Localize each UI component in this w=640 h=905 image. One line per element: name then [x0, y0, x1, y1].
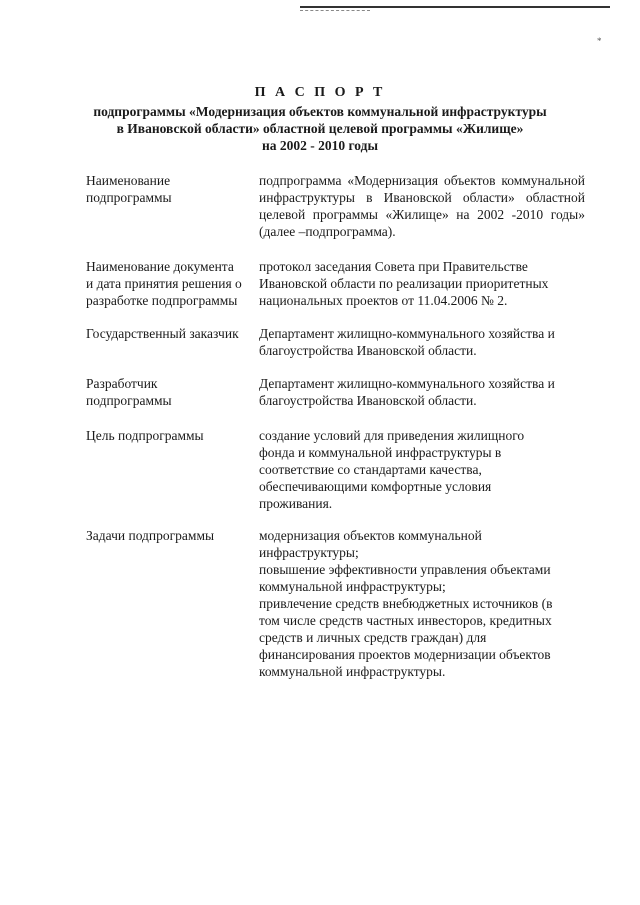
- row-value-goal-line: проживания.: [259, 496, 333, 511]
- corner-mark: *: [597, 36, 602, 46]
- row-value-developer: [259, 375, 585, 409]
- document-subtitle-line-2: в Ивановской области» областной целевой программы «Жилище»: [116, 121, 524, 136]
- row-value-tasks-line: коммунальной инфраструктуры;: [259, 579, 446, 594]
- row-value-goal: [259, 427, 585, 512]
- document-title-block: [60, 84, 580, 154]
- row-value-customer-line: благоустройства Ивановской области.: [259, 343, 477, 358]
- row-value-tasks-line: модернизация объектов коммунальной: [259, 528, 482, 543]
- row-value-tasks-line: привлечение средств внебюджетных источников (в: [259, 596, 553, 611]
- row-value-goal-line: соответствие со стандартами качества,: [259, 462, 482, 477]
- row-label-name: Наименование подпрограммы: [86, 173, 172, 205]
- scan-edge-dash: [300, 10, 370, 11]
- document-subtitle-line-1: подпрограммы «Модернизация объектов коммунальной инфраструктуры: [93, 104, 547, 119]
- row-value-goal-line: фонда и коммунальной инфраструктуры в: [259, 445, 502, 460]
- row-value-document-line: протокол заседания Совета при Правительстве: [259, 259, 528, 274]
- row-value-tasks-line: коммунальной инфраструктуры.: [259, 664, 446, 679]
- row-value-customer: [259, 325, 585, 359]
- row-value-document-line: национальных проектов от 11.04.2006 № 2.: [259, 293, 508, 308]
- row-value-tasks-line: средств и личных средств граждан) для: [259, 630, 487, 645]
- row-value-tasks: [259, 527, 585, 680]
- document-subtitle-line-3: на 2002 - 2010 годы: [261, 138, 379, 153]
- document-title: П А С П О Р Т: [254, 85, 386, 100]
- row-value-tasks-line: повышение эффективности управления объектами: [259, 562, 551, 577]
- row-label-document: Наименование документа и дата принятия решения о разработке подпрограммы: [86, 259, 242, 308]
- row-value-document: [259, 258, 585, 309]
- row-value-name: подпрограмма «Модернизация объектов коммунальной инфраструктуры в Ивановской области» областной целевой программы «Жилище» на 2002 -2010 годы» (далее –подпрограмма).: [259, 173, 585, 239]
- row-value-tasks-line: инфраструктуры;: [259, 545, 359, 560]
- row-label-developer: Разработчик подпрограммы: [86, 376, 172, 408]
- row-value-tasks-line: том числе средств частных инвесторов, кредитных: [259, 613, 552, 628]
- row-value-developer-line: благоустройства Ивановской области.: [259, 393, 477, 408]
- row-value-tasks-line: финансирования проектов модернизации объектов: [259, 647, 551, 662]
- row-label-goal: Цель подпрограммы: [86, 428, 204, 443]
- row-value-goal-line: обеспечивающими комфортные условия: [259, 479, 492, 494]
- row-label-tasks: Задачи подпрограммы: [86, 528, 215, 543]
- scan-edge-line: [300, 6, 610, 8]
- row-value-customer-line: Департамент жилищно-коммунального хозяйства и: [259, 326, 555, 341]
- row-value-developer-line: Департамент жилищно-коммунального хозяйства и: [259, 376, 555, 391]
- row-label-customer: Государственный заказчик: [86, 326, 239, 341]
- row-value-goal-line: создание условий для приведения жилищного: [259, 428, 525, 443]
- row-value-document-line: Ивановской области по реализации приоритетных: [259, 276, 549, 291]
